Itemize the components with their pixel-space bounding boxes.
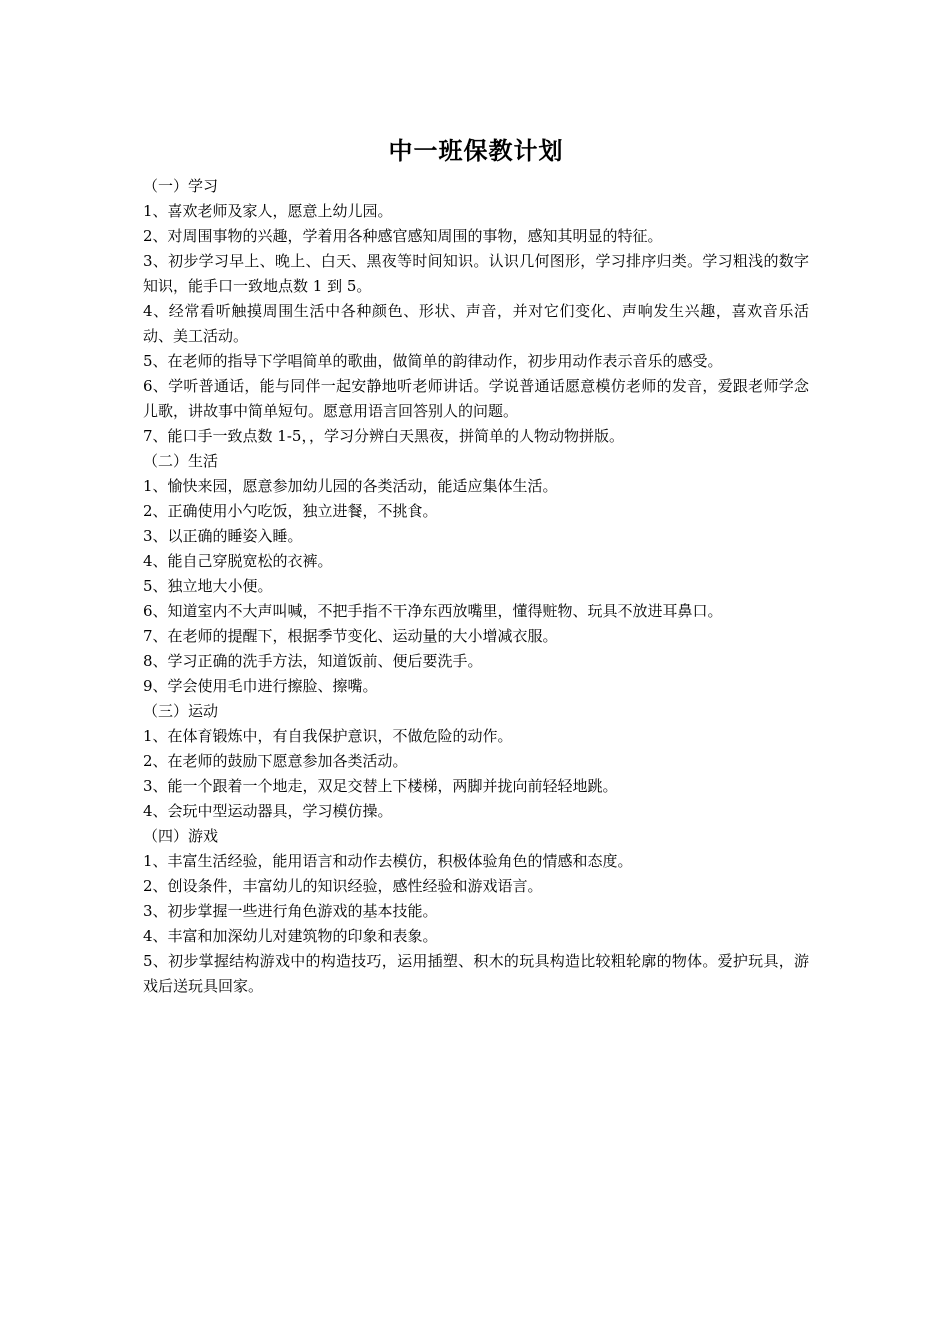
- list-item: 6、知道室内不大声叫喊，不把手指不干净东西放嘴里，懂得赃物、玩具不放进耳鼻口。: [143, 602, 723, 620]
- document-page: [143, 134, 809, 999]
- section-heading: （三）运动: [143, 702, 219, 720]
- list-item: 2、创设条件，丰富幼儿的知识经验，感性经验和游戏语言。: [143, 877, 543, 895]
- list-item: 1、丰富生活经验，能用语言和动作去模仿，积极体验角色的情感和态度。: [143, 852, 633, 870]
- section-learning: [143, 174, 809, 449]
- list-item: 5、独立地大小便。: [143, 577, 273, 595]
- list-item: 3、初步掌握一些进行角色游戏的基本技能。: [143, 902, 438, 920]
- list-item: 1、喜欢老师及家人，愿意上幼儿园。: [143, 202, 393, 220]
- list-item: 1、在体育锻炼中，有自我保护意识，不做危险的动作。: [143, 727, 513, 745]
- list-item: 4、经常看听触摸周围生活中各种颜色、形状、声音，并对它们变化、声响发生兴趣，喜欢音乐活动、美工活动。: [143, 302, 809, 345]
- document-title: 中一班保教计划: [388, 137, 564, 165]
- list-item: 5、初步掌握结构游戏中的构造技巧，运用插塑、积木的玩具构造比较粗轮廓的物体。爱护玩具，游戏后送玩具回家。: [143, 952, 809, 995]
- section-games: [143, 824, 809, 999]
- list-item: 4、能自己穿脱宽松的衣裤。: [143, 552, 333, 570]
- list-item: 2、对周围事物的兴趣，学着用各种感官感知周围的事物，感知其明显的特征。: [143, 227, 663, 245]
- list-item: 5、在老师的指导下学唱简单的歌曲，做简单的韵律动作，初步用动作表示音乐的感受。: [143, 352, 723, 370]
- list-item: 3、以正确的睡姿入睡。: [143, 527, 303, 545]
- section-sports: [143, 699, 809, 824]
- list-item: 7、在老师的提醒下，根据季节变化、运动量的大小增减衣服。: [143, 627, 558, 645]
- list-item: 2、在老师的鼓励下愿意参加各类活动。: [143, 752, 408, 770]
- list-item: 3、能一个跟着一个地走，双足交替上下楼梯，两脚并拢向前轻轻地跳。: [143, 777, 618, 795]
- section-heading: （四）游戏: [143, 827, 219, 845]
- list-item: 8、学习正确的洗手方法，知道饭前、便后要洗手。: [143, 652, 483, 670]
- list-item: 4、丰富和加深幼儿对建筑物的印象和表象。: [143, 927, 438, 945]
- list-item: 1、愉快来园，愿意参加幼儿园的各类活动，能适应集体生活。: [143, 477, 558, 495]
- section-life: [143, 449, 809, 699]
- list-item: 2、正确使用小勺吃饭，独立进餐，不挑食。: [143, 502, 438, 520]
- section-heading: （一）学习: [143, 177, 219, 195]
- list-item: 3、初步学习早上、晚上、白天、黑夜等时间知识。认识几何图形，学习排序归类。学习粗浅的数字知识，能手口一致地点数 1 到 5。: [143, 252, 809, 295]
- section-heading: （二）生活: [143, 452, 219, 470]
- list-item: 4、会玩中型运动器具，学习模仿操。: [143, 802, 393, 820]
- list-item: 6、学听普通话，能与同伴一起安静地听老师讲话。学说普通话愿意模仿老师的发音，爱跟老师学念儿歌，讲故事中简单短句。愿意用语言回答别人的问题。: [143, 377, 809, 420]
- list-item: 9、学会使用毛巾进行擦脸、擦嘴。: [143, 677, 378, 695]
- list-item: 7、能口手一致点数 1-5，，学习分辨白天黑夜，拼简单的人物动物拼版。: [143, 427, 624, 445]
